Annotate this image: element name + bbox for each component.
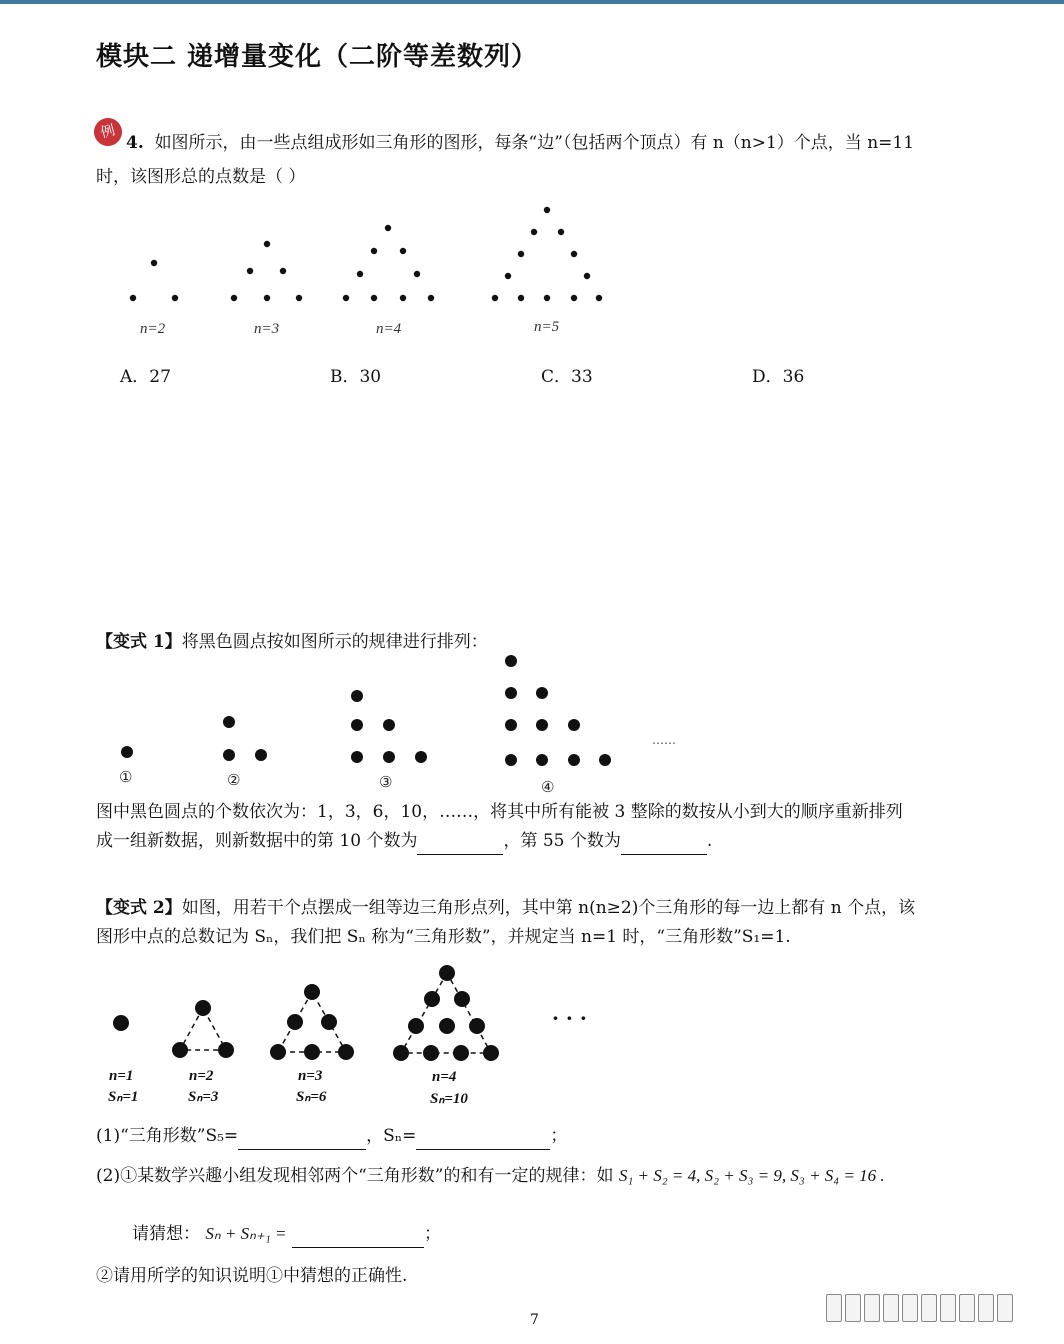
variant2-guess-label: 请猜想：: [132, 1224, 200, 1244]
v2-label-n2: n=2: [189, 1068, 214, 1084]
variant2-q1-b: ，Sₙ=: [366, 1126, 417, 1146]
fig-label-n4: n=4: [376, 321, 402, 337]
variant1-text-line2-b: ，第 55 个数为: [503, 831, 621, 851]
variant1-text-line1: 图中黑色圆点的个数依次为：1，3，6，10，……，将其中所有能被 3 整除的数按从小到大的顺序重新排列: [96, 802, 903, 822]
variant2-q2-formula: S₁ + S₂ = 4, S₂ + S₃ = 9, S₃ + S₄ = 16 .: [618, 1166, 885, 1185]
option-a: A．27: [120, 367, 171, 387]
option-b: B．30: [330, 367, 382, 387]
s5-answer-blank[interactable]: [238, 1131, 366, 1150]
variant1-tag: 【变式 1】: [96, 632, 182, 652]
variant2-q1-a: (1)“三角形数”S₅=: [96, 1126, 239, 1146]
v2-label-n4: n=4: [432, 1069, 457, 1085]
variant2-guess-c: ；: [423, 1224, 441, 1244]
v2-label-s1: Sₙ=1: [108, 1089, 139, 1105]
option-c: C．33: [541, 367, 593, 387]
variant2-text-line2: 图形中点的总数记为 Sₙ，我们把 Sₙ 称为“三角形数”，并规定当 n=1 时，“三角形数”S₁=1.: [96, 927, 791, 947]
fig-label-n3: n=3: [254, 321, 280, 337]
v2-label-n3: n=3: [298, 1068, 323, 1084]
variant2-tag: 【变式 2】: [96, 898, 182, 918]
variant1-ellipsis: ……: [652, 733, 676, 747]
variant1-label-3: ③: [379, 773, 393, 791]
variant2-q2: [96, 1162, 885, 1190]
v2-label-s3: Sₙ=6: [296, 1089, 327, 1105]
variant1-label-2: ②: [227, 771, 241, 789]
scroll-toolbar-icon: [826, 1294, 1026, 1322]
variant2-guess: [132, 1220, 441, 1248]
example4-text-line1: 如图所示，由一些点组成形如三角形的图形，每条“边”（包括两个顶点）有 n（n>1）个点，当 n=11: [154, 133, 915, 153]
variant1-text-line2-c: .: [706, 831, 713, 851]
variant1-label-1: ①: [119, 768, 133, 786]
v2-label-n1: n=1: [109, 1068, 134, 1084]
fig-label-n5: n=5: [534, 319, 560, 335]
variant2-q1: [96, 1122, 567, 1150]
guess-answer-blank[interactable]: [292, 1229, 424, 1248]
example4-number: 4.: [126, 133, 144, 153]
sn-answer-blank[interactable]: [416, 1131, 550, 1150]
variant1-label-4: ④: [541, 778, 555, 796]
page-number: 7: [530, 1312, 539, 1328]
variant2-q2-part2: ②请用所学的知识说明①中猜想的正确性.: [96, 1266, 408, 1286]
v2-label-s4: Sₙ=10: [430, 1091, 468, 1107]
variant2-guess-formula: Sₙ + Sₙ₊₁ =: [205, 1224, 287, 1243]
option-d: D．36: [752, 367, 805, 387]
fig-label-n2: n=2: [140, 321, 166, 337]
variant2-q2-text: (2)①某数学兴趣小组发现相邻两个“三角形数”的和有一定的规律：如: [96, 1166, 614, 1186]
variant2-text-line1: 如图，用若干个点摆成一组等边三角形点列，其中第 n(n≥2)个三角形的每一边上都有 n 个点，该: [181, 898, 916, 918]
variant1-text-line2-a: 成一组新数据，则新数据中的第 10 个数为: [96, 831, 418, 851]
v2-label-s2: Sₙ=3: [188, 1089, 219, 1105]
variant1-intro: 将黑色圆点按如图所示的规律进行排列：: [181, 632, 488, 652]
example-badge-icon: 例: [91, 115, 125, 149]
variant2-q1-c: ；: [550, 1126, 568, 1146]
page-title: 模块二 递增量变化（二阶等差数列）: [96, 42, 539, 72]
example4-text-line2: 时，该图形总的点数是（ ）: [96, 167, 306, 187]
variant2-ellipsis: · · ·: [552, 1006, 587, 1030]
